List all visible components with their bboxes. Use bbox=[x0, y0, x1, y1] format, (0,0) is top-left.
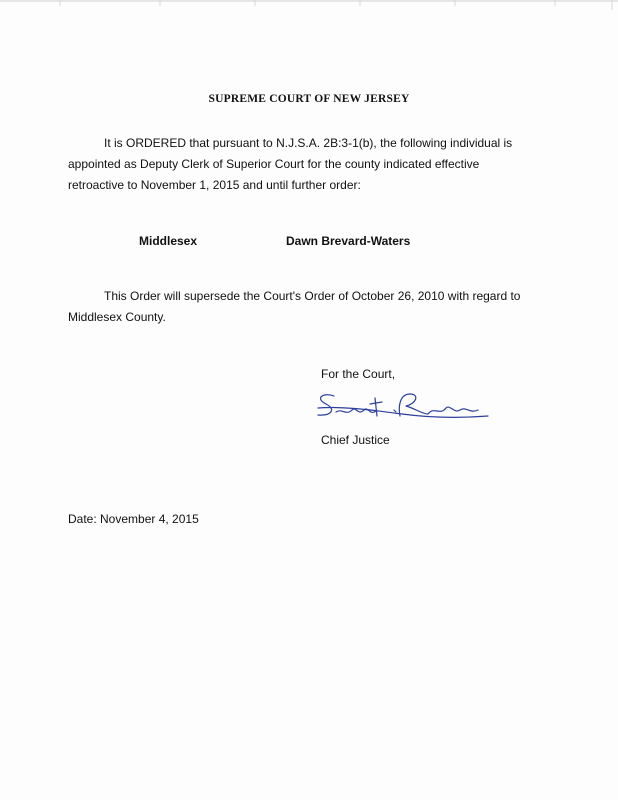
court-title: SUPREME COURT OF NEW JERSEY bbox=[208, 93, 410, 105]
supersede-line-1: This Order will supersede the Court's Order of October 26, 2010 with regard to bbox=[104, 289, 521, 303]
order-line-2: appointed as Deputy Clerk of Superior Court for the county indicated effective bbox=[68, 157, 480, 171]
order-line-3: retroactive to November 1, 2015 and until further order: bbox=[68, 178, 361, 192]
appointment-county: Middlesex bbox=[139, 234, 198, 248]
supersede-paragraph bbox=[68, 286, 568, 328]
order-line-1: It is ORDERED that pursuant to N.J.S.A. 2B:3-1(b), the following individual is bbox=[104, 136, 513, 150]
for-the-court: For the Court, bbox=[321, 367, 396, 381]
handwritten-signature-icon bbox=[312, 388, 492, 430]
scan-edge-artifact bbox=[0, 0, 618, 10]
supersede-line-2: Middlesex County. bbox=[68, 310, 166, 324]
appointee-name: Dawn Brevard-Waters bbox=[286, 234, 411, 248]
order-paragraph bbox=[68, 133, 568, 196]
signer-title: Chief Justice bbox=[321, 433, 390, 447]
order-date: Date: November 4, 2015 bbox=[68, 512, 199, 526]
